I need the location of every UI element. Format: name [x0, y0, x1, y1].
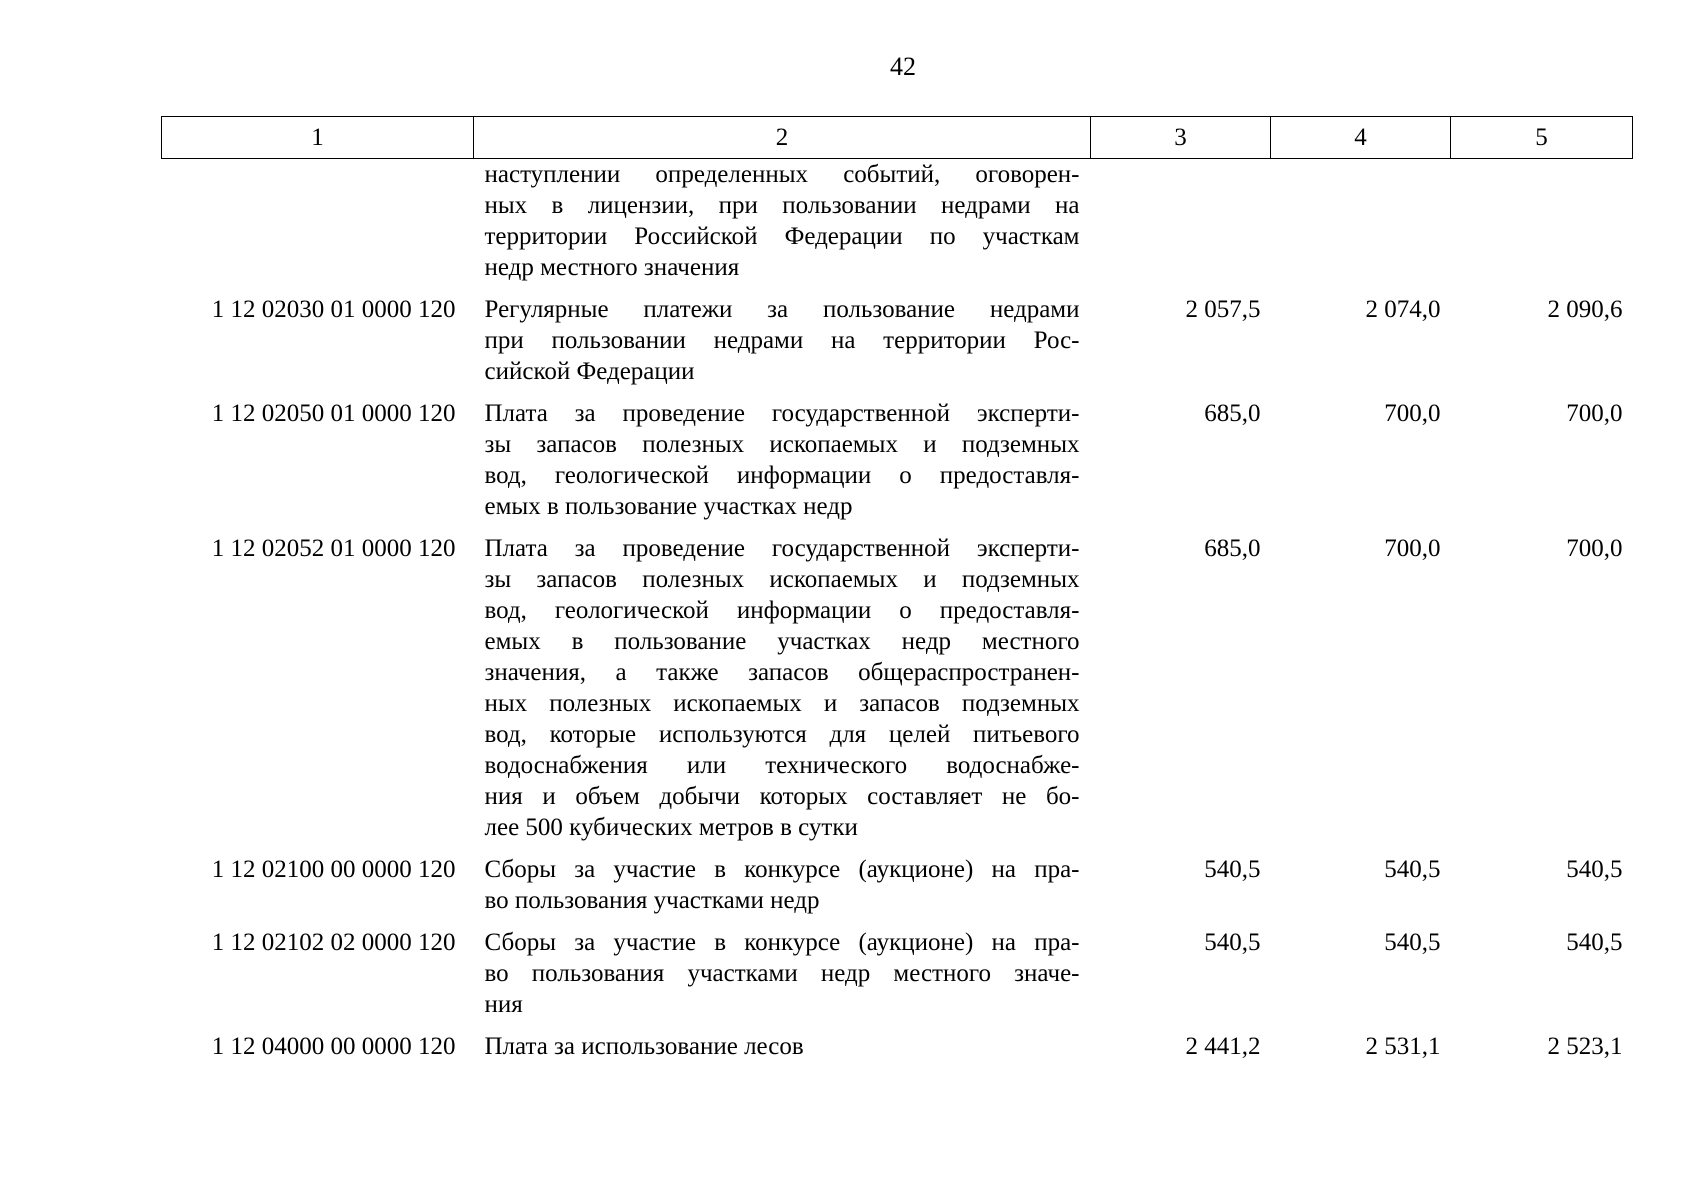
description-cell: [474, 927, 1091, 1031]
description-line: наступлении определенных событий, оговорен-: [484, 161, 1080, 188]
column-header-1: 1: [162, 117, 474, 159]
amount-cell-col-3: 2 057,5: [1185, 296, 1261, 323]
description-cell: [474, 854, 1091, 927]
description-cell: [474, 533, 1091, 854]
column-header-2: 2: [474, 117, 1091, 159]
description-line: сийской Федерации: [484, 358, 695, 385]
table-row: [162, 294, 1633, 398]
description-line: вод, геологической информации о предоставля-: [484, 597, 1080, 624]
table-row: [162, 159, 1633, 295]
description-line: ния и объем добычи которых составляет не бо-: [484, 783, 1080, 810]
description-line: емых в пользование участках недр: [484, 493, 853, 520]
budget-code-cell: 1 12 02100 00 0000 120: [211, 856, 456, 883]
table-row: [162, 1031, 1633, 1073]
column-header-4: 4: [1271, 117, 1451, 159]
table-row: [162, 927, 1633, 1031]
description-line: зы запасов полезных ископаемых и подземных: [484, 431, 1080, 458]
description-line: значения, а также запасов общераспространен-: [484, 659, 1080, 686]
budget-table: [161, 116, 1633, 1073]
description-line: Регулярные платежи за пользование недрами: [484, 296, 1080, 323]
amount-cell-col-3: 2 441,2: [1185, 1033, 1261, 1060]
table-body: [162, 159, 1633, 1074]
column-header-3: 3: [1091, 117, 1271, 159]
description-line: лее 500 кубических метров в сутки: [484, 814, 858, 841]
description-line: Плата за проведение государственной эксперти-: [484, 535, 1080, 562]
table-header-row: [162, 117, 1633, 159]
description-cell: [474, 1031, 1091, 1073]
budget-code-cell: [162, 159, 474, 295]
description-line: зы запасов полезных ископаемых и подземных: [484, 566, 1080, 593]
amount-cell-col-5: 540,5: [1566, 856, 1623, 883]
amount-cell-col-4: 2 074,0: [1365, 296, 1441, 323]
amount-cell-col-3: 540,5: [1204, 929, 1261, 956]
amount-cell-col-3: 685,0: [1204, 400, 1261, 427]
description-cell: [474, 294, 1091, 398]
table-row: [162, 398, 1633, 533]
description-line: водоснабжения или технического водоснабже-: [484, 752, 1080, 779]
amount-cell-col-4: 540,5: [1384, 856, 1441, 883]
description-line: вод, геологической информации о предоставля-: [484, 462, 1080, 489]
table-row: [162, 854, 1633, 927]
description-line: ных в лицензии, при пользовании недрами на: [484, 192, 1080, 219]
budget-code-cell: 1 12 02030 01 0000 120: [211, 296, 456, 323]
description-cell: [474, 159, 1091, 295]
description-line: ных полезных ископаемых и запасов подземных: [484, 690, 1080, 717]
description-cell: [474, 398, 1091, 533]
description-line: во пользования участками недр: [484, 887, 820, 914]
description-line: Сборы за участие в конкурсе (аукционе) на пра-: [484, 856, 1080, 883]
description-line: Плата за использование лесов: [484, 1033, 804, 1060]
amount-cell-col-4: 540,5: [1384, 929, 1441, 956]
description-line: недр местного значения: [484, 254, 740, 281]
description-line: ния: [484, 991, 523, 1018]
amount-cell-col-3: 540,5: [1204, 856, 1261, 883]
description-line: при пользовании недрами на территории Рос-: [484, 327, 1080, 354]
amount-cell-col-5: 2 090,6: [1547, 296, 1623, 323]
budget-code-cell: 1 12 02050 01 0000 120: [211, 400, 456, 427]
amount-cell-col-4: 2 531,1: [1365, 1033, 1441, 1060]
description-line: территории Российской Федерации по участкам: [484, 223, 1080, 250]
description-line: Плата за проведение государственной эксперти-: [484, 400, 1080, 427]
amount-cell-col-3: 685,0: [1204, 535, 1261, 562]
description-line: во пользования участками недр местного значе-: [484, 960, 1080, 987]
budget-code-cell: 1 12 02102 02 0000 120: [211, 929, 456, 956]
amount-cell-col-5: 700,0: [1566, 535, 1623, 562]
amount-cell-col-5: 700,0: [1566, 400, 1623, 427]
table-row: [162, 533, 1633, 854]
amount-cell-col-3: [1091, 159, 1271, 295]
amount-cell-col-4: 700,0: [1384, 400, 1441, 427]
amount-cell-col-5: 2 523,1: [1547, 1033, 1623, 1060]
amount-cell-col-4: 700,0: [1384, 535, 1441, 562]
amount-cell-col-5: [1451, 159, 1633, 295]
budget-code-cell: 1 12 02052 01 0000 120: [211, 535, 456, 562]
description-line: вод, которые используются для целей питьевого: [484, 721, 1080, 748]
page-number: 42: [890, 52, 916, 81]
amount-cell-col-5: 540,5: [1566, 929, 1623, 956]
description-line: Сборы за участие в конкурсе (аукционе) на пра-: [484, 929, 1080, 956]
amount-cell-col-4: [1271, 159, 1451, 295]
description-line: емых в пользование участках недр местного: [484, 628, 1080, 655]
column-header-5: 5: [1451, 117, 1633, 159]
budget-code-cell: 1 12 04000 00 0000 120: [211, 1033, 456, 1060]
